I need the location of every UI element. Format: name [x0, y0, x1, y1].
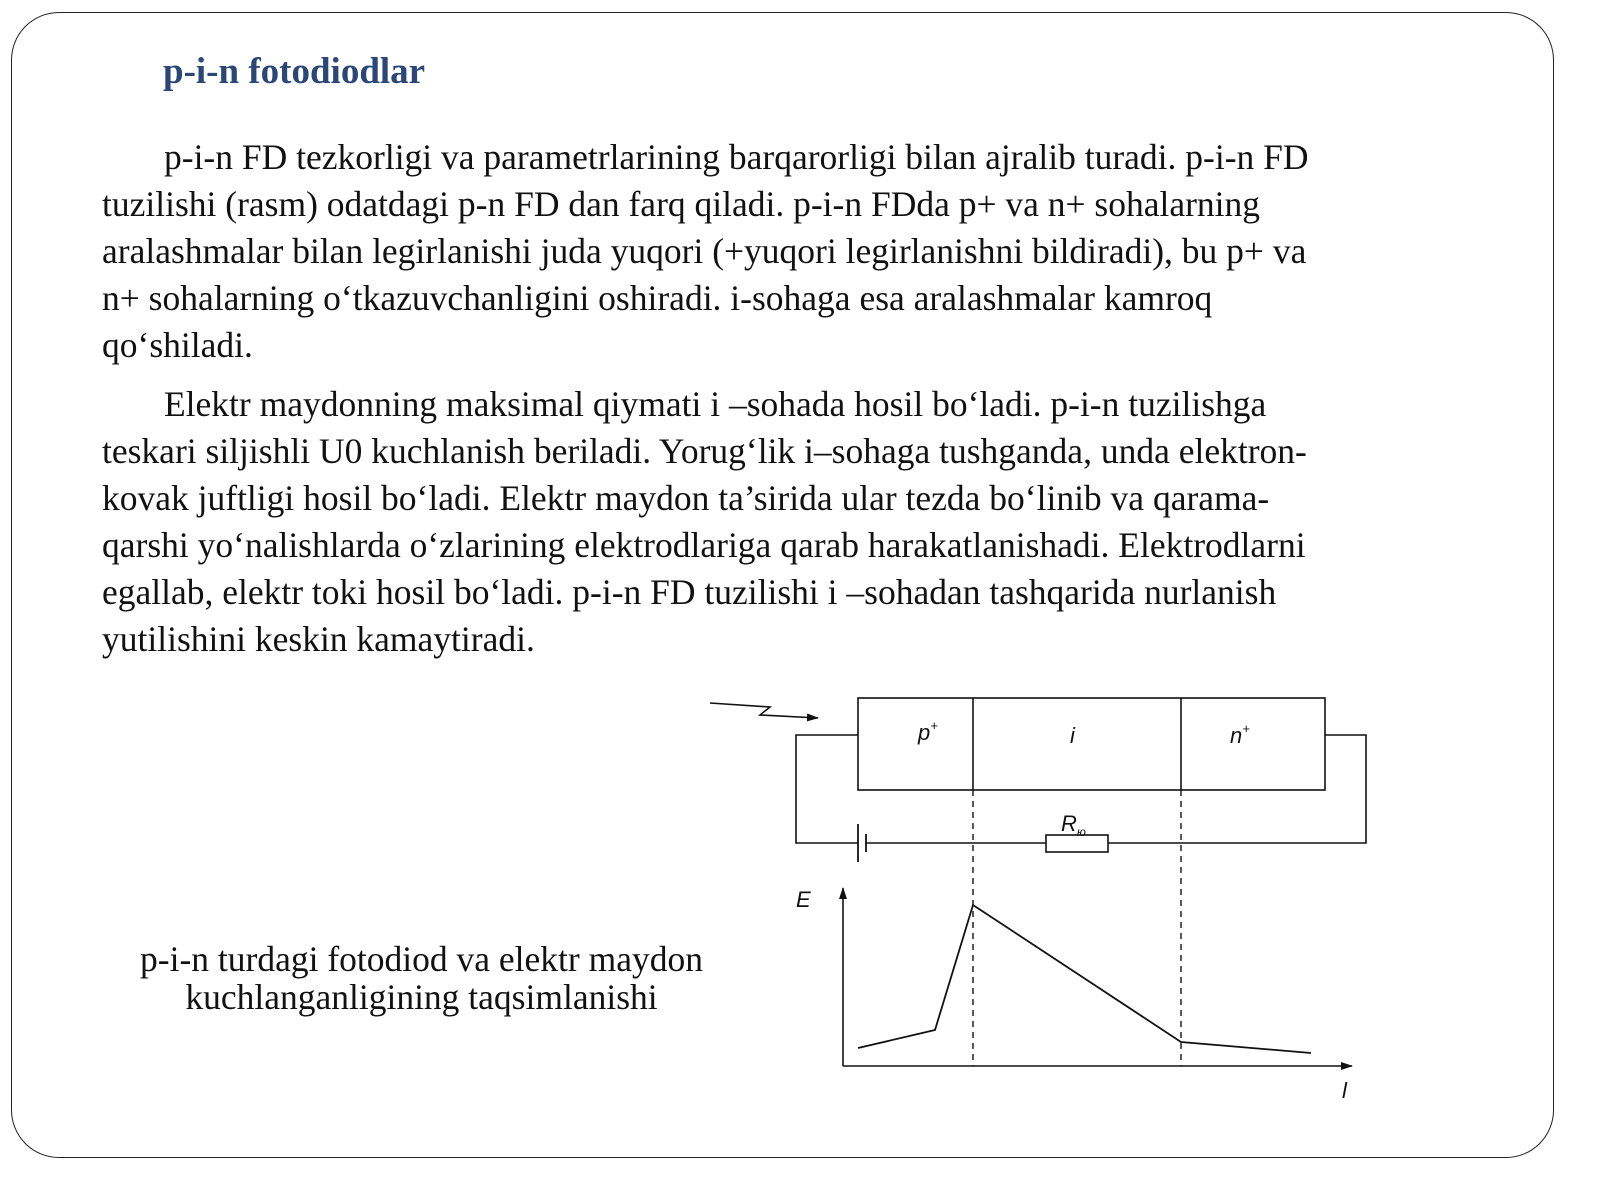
figure-caption [100, 940, 743, 1016]
paragraph-1 [102, 134, 1452, 369]
light-arrow-icon [710, 703, 818, 718]
text-line: egallab, elektr toki hosil bo‘ladi. p-i-n FD tuzilishi i –sohadan tashqarida nurlanish [102, 572, 1277, 612]
text-line: tuzilishi (rasm) odatdagi p-n FD dan farq qiladi. p-i-n FDda p+ va n+ sohalarning [102, 184, 1261, 224]
text-line: kovak juftligi hosil bo‘ladi. Elektr maydon ta’sirida ular tezda bo‘linib va qarama- [102, 478, 1270, 518]
text-line: p-i-n FD tezkorligi va parametrlarining barqarorligi bilan ajralib turadi. p-i-n FD [164, 137, 1309, 177]
region-i-label: i [1070, 723, 1075, 748]
text-line: aralashmalar bilan legirlanishi juda yuqori (+yuqori legirlanishni bildiradi), bu p+ va [102, 231, 1307, 271]
body-text [102, 134, 1452, 675]
region-n-label [1230, 721, 1250, 748]
resistor-letter: R [1061, 811, 1077, 836]
y-axis-label: E [796, 887, 811, 912]
text-line: Elektr maydonning maksimal qiymati i –sohada hosil bo‘ladi. p-i-n tuzilishga [164, 384, 1267, 424]
resistor-subscript: ю [1076, 825, 1086, 839]
right-wire [1108, 735, 1366, 843]
field-profile-curve [858, 905, 1311, 1053]
caption-line: kuchlanganligining taqsimlanishi [185, 977, 658, 1017]
region-n-letter: n [1230, 723, 1243, 748]
x-axis-label: l [1342, 1078, 1347, 1103]
region-p-letter: p [918, 720, 931, 745]
region-p-sup: + [930, 718, 938, 733]
left-wire [796, 735, 858, 843]
slide-title: p-i-n fotodiodlar [163, 51, 426, 92]
resistor-label [1061, 811, 1086, 839]
region-p-label [917, 718, 938, 745]
text-line: teskari siljishli U0 kuchlanish beriladi. Yorug‘lik i–sohaga tushganda, unda elektron- [102, 431, 1307, 471]
text-line: qarshi yo‘nalishlarda o‘zlarining elektrodlariga qarab harakatlanishadi. Elektrodlarni [102, 525, 1306, 565]
caption-line: p-i-n turdagi fotodiod va elektr maydon [140, 939, 703, 979]
text-line: yutilishini keskin kamaytiradi. [102, 619, 535, 659]
region-n-sup: + [1242, 721, 1250, 736]
text-line: qo‘shiladi. [102, 325, 253, 365]
paragraph-2 [102, 381, 1452, 663]
text-line: n+ sohalarning o‘tkazuvchanligini oshiradi. i-sohaga esa aralashmalar kamroq [102, 278, 1213, 318]
pin-photodiode-diagram [700, 680, 1400, 1110]
